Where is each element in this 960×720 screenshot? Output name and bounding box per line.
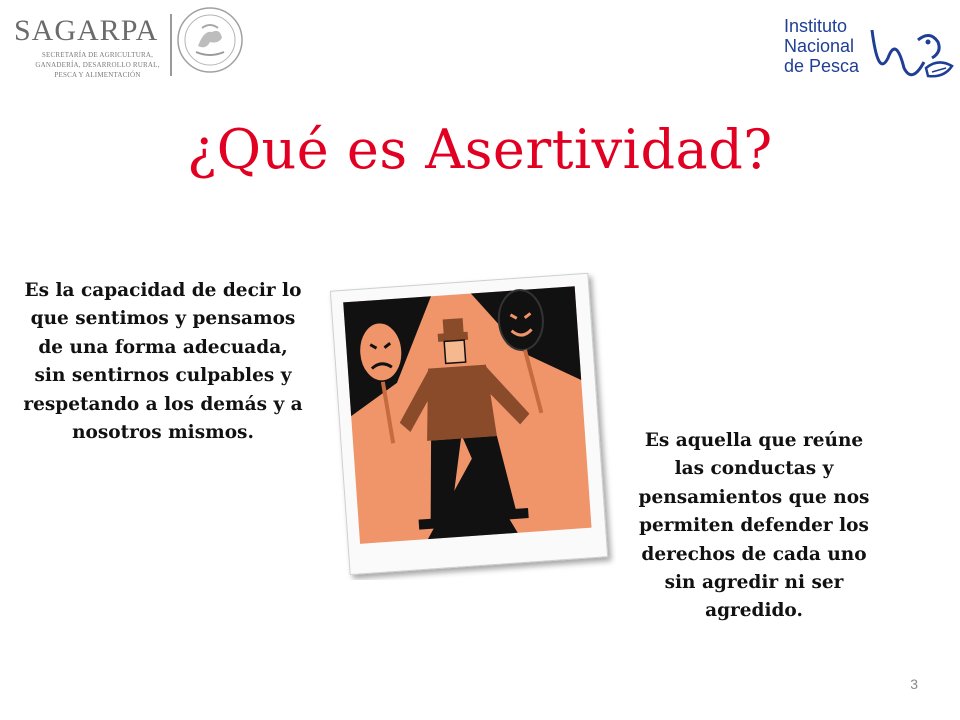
page-number: 3 bbox=[910, 676, 918, 692]
sagarpa-subtitle: SECRETARÍA DE AGRICULTURA, GANADERÍA, DESARROLLO RURAL, PESCA Y ALIMENTACIÓN bbox=[35, 51, 160, 79]
logo-divider bbox=[170, 14, 172, 76]
masks-illustration bbox=[320, 268, 616, 580]
definition-text-right: Es aquella que reúne las conductas y pensamientos que nos permiten defender los derechos de cada uno sin agredir ni ser agredido. bbox=[638, 430, 870, 622]
definition-text-left: Es la capacidad de decir lo que sentimos y pensamos de una forma adecuada, sin sentirnos culpables y respetando a los demás y a nosotros mismos. bbox=[23, 280, 303, 444]
mexico-seal-icon bbox=[176, 6, 244, 74]
sagarpa-logo bbox=[14, 10, 174, 80]
sagarpa-wordmark: SAGARPA bbox=[14, 14, 159, 47]
slide-title: ¿Qué es Asertividad? bbox=[187, 118, 773, 181]
inp-wordmark: Instituto Nacional de Pesca bbox=[784, 16, 860, 76]
inp-fish-icon bbox=[868, 18, 954, 84]
inp-logo bbox=[784, 14, 954, 84]
